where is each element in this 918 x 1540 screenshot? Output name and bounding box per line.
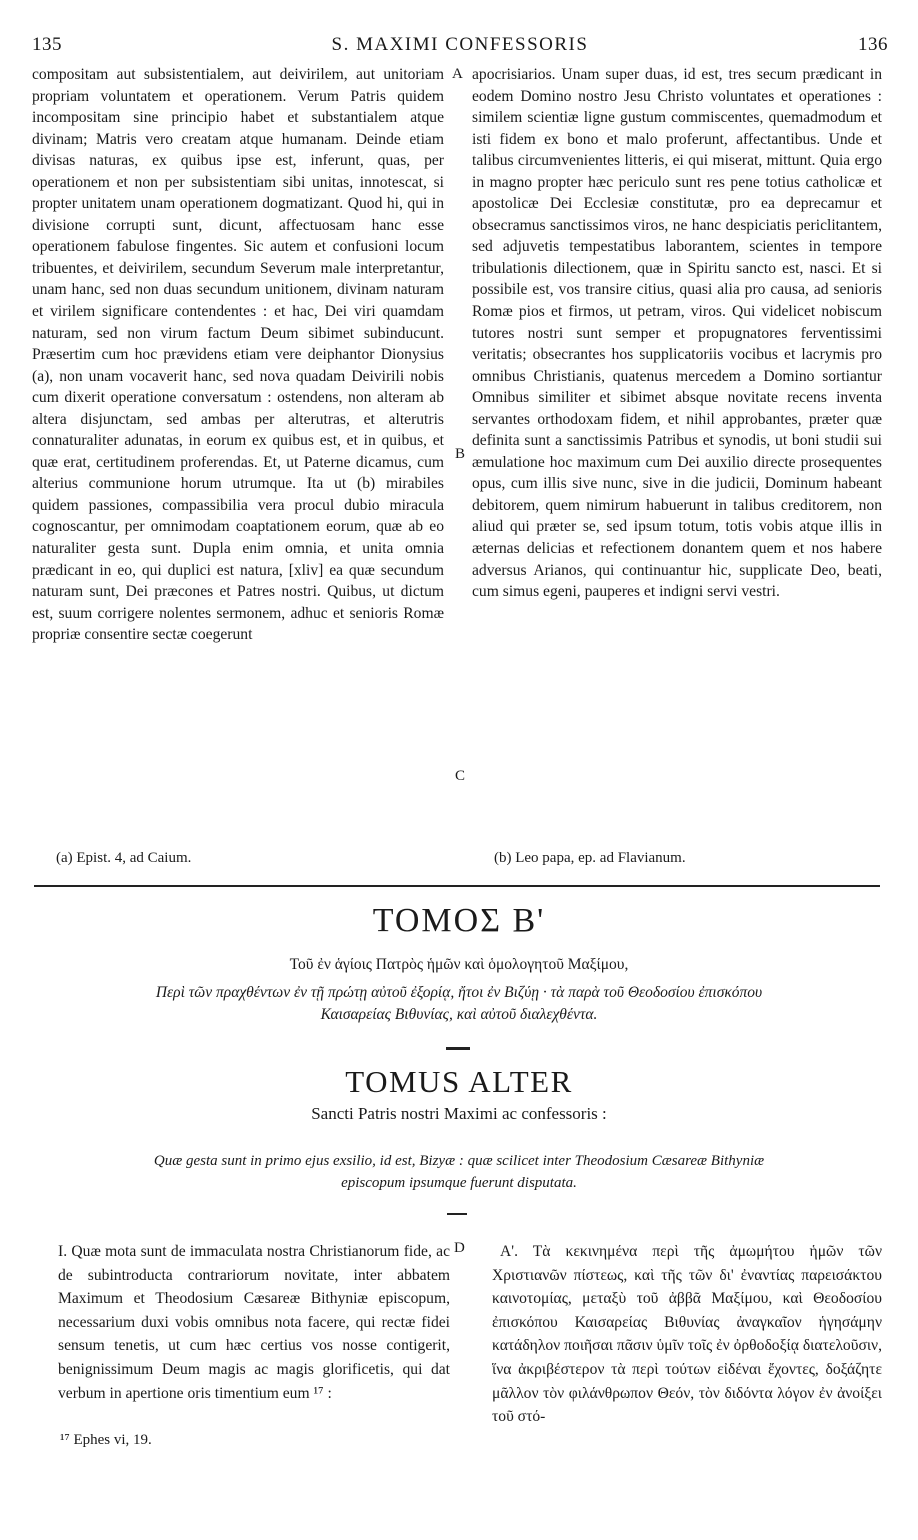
latin-tome-title: TOMUS ALTER	[345, 1064, 573, 1099]
margin-marker-a: A	[452, 66, 463, 82]
title-dash	[447, 1213, 467, 1215]
section-divider	[34, 885, 880, 887]
title-dash	[446, 1047, 470, 1050]
greek-description-line: Περὶ τῶν πραχθέντων ἐν τῇ πρώτῃ αὐτοῦ ἐξορίᾳ, ἤτοι ἐν Βιζύῃ · τὰ παρὰ τοῦ Θεοδοσίου ἐπισκόπου	[155, 984, 763, 1001]
latin-tome-subtitle: Sancti Patris nostri Maximi ac confessoris :	[311, 1104, 607, 1123]
page-number-left: 135	[32, 34, 62, 55]
margin-marker-b: B	[455, 446, 466, 462]
running-title: S. MAXIMI CONFESSORIS	[331, 34, 589, 55]
greek-tome-title: ΤΟΜΟΣ Β'	[372, 902, 546, 939]
page-number-right: 136	[858, 34, 888, 55]
greek-tome-description	[40, 982, 878, 1026]
page-header	[32, 34, 888, 60]
footnote-left: (a) Epist. 4, ad Caium.	[56, 850, 192, 866]
bottom-right-text: Α'. Τὰ κεκινημένα περὶ τῆς ἀμωμήτου ἡμῶν τῶν Χριστιανῶν πίστεως, καὶ τῆς τῶν δι' ἐναντίας παρεισάκτου καινοτομίας, μεταξὺ τοῦ ἀββᾶ Μαξίμου, καὶ Θεοδοσίου ἐπισκόπου Καισαρείας Βιθυνίας ἀναγκαῖον ἡγησάμην κατάδηλον ποιῆσαι πᾶσιν ὑμῖν τοῖς ἐν ὀρθοδοξίᾳ διατελοῦσιν, ἵνα ἀκριβέστερον τὰ περὶ τούτων εἰδέναι ἔχοντες, δοξάζητε μᾶλλον τὸν φιλάνθρωπον Θεόν, τὸν διδόντα λόγον ἐν ἀνοίξει τοῦ στό-	[492, 1243, 882, 1426]
top-right-column	[472, 64, 882, 603]
bottom-left-column	[58, 1240, 450, 1405]
top-right-text: apocrisiarios. Unam super duas, id est, tres secum prædicant in eodem Domino nostro Jesu Christo voluntates et operationes : similem scientiæ ligne gustum commiscentes, quemadmodum et isti fidem ex bono et malo proferunt, affectantibus. Unde et talibus circumvenientes litteris, ei qui miserat, mittunt. Quia ergo in magno propter hæc periculo sunt res pene totius catholicæ et apostolicæ Dei Ecclesiæ constitutæ, pro ea deprecamur et obsecramus sanctissimos viros, ne hanc despiciatis periclitantem, sed adjuvetis tempestatibus laborantem, scientes in tempore tribulationis dilectionem, quæ in Spiritu sancto est, nasci. Et si possibile est, vos transire citius, quasi alia pro causa, ad senioris Romæ pios et firmos, ut petram, viros. Qui videlicet nobiscum tutores nostri sunt semper et propugnatores ferventissimi veritatis; obsecrantes hos supplicatoriis vocibus et lacrymis pro omnibus Christianis, quatenus mercedem a Domino sortiantur Omnibus similiter et sibimet absque novitate recens inventa servantes orthodoxam fidem, et nihil approbantes, præter quæ definita sunt a sanctissimis Patribus et synodis, ut boni studii sui æmulatione hoc maximum cum Dei auxilio directe prosequentes opus, cum illis sive nunc, sive in die judicii, Dominum habeant debitorem, quem nimirum habuerunt in talibus creditorem, non aliud qui præter se, sed ipsum totum, totis vobis atque illis in æternas delicias et refectionem donantem quem et nos habere adversus Arianos, qui continuantur hic, supplicate Deo, beati, cum simus egeni, pauperes et indigni servi vestri.	[472, 66, 882, 601]
bottom-right-column	[492, 1240, 882, 1429]
greek-tome-subtitle: Τοῦ ἐν ἁγίοις Πατρὸς ἡμῶν καὶ ὁμολογητοῦ Μαξίμου,	[289, 956, 629, 973]
greek-description-line: Καισαρείας Βιθυνίας, καὶ αὐτοῦ διαλεχθέντα.	[320, 1006, 598, 1023]
footnote-bottom: ¹⁷ Ephes vi, 19.	[60, 1432, 152, 1448]
bottom-left-text: I. Quæ mota sunt de immaculata nostra Christianorum fide, ac de subintroducta contrariorum novitate, inter abbatem Maximum et Theodosium Cæsareæ Bithyniæ episcopum, necessarium duxi vobis omnibus nota facere, qui rectæ fidei sensum tenetis, ut cum hæc certius vos nosse contigerit, benignissimum Deum magis ac magis glorificetis, qui dat verbum in apertione oris timentium eum ¹⁷ :	[58, 1243, 450, 1402]
footnote-right: (b) Leo papa, ep. ad Flavianum.	[494, 850, 686, 866]
latin-description-line: episcopum ipsumque fuerunt disputata.	[341, 1175, 577, 1191]
latin-description-line: Quæ gesta sunt in primo ejus exsilio, id est, Bizyæ : quæ scilicet inter Theodosium Cæsareæ Bithyniæ	[153, 1153, 765, 1169]
top-left-column	[32, 64, 444, 646]
top-left-text: compositam aut subsistentialem, aut deivirilem, aut unitoriam propriam voluntatem et operationem. Verum Patris quidem incompositam sine principio habet et substantialem atque divinam; Matris vero creatam atque humanam. Deinde etiam divisas naturas, ex quibus ipse est, inferunt, quas, per operationem et non per subsistentiam sibi unitas, innotescat, si propter unitatem unam operationem dogmatizant. Quod hi, qui in divisione corrupti sunt, dicunt, affectuosam hanc esse operationem fabulose fingentes. Sic autem et confusioni locum tribuentes, et deivirilem, secundum Severum male interpretantur, unam hanc, sed non duas secundum unitionem, divinam naturam et virilem significare contendentes : et hac, Dei viri quamdam naturam, sed non virum factum Deum sibimet subinducunt. Præsertim cum hoc prævidens etiam vere deiphantor Dionysius (a), non unam vocaverit hanc, sed nova quadam Deivirili nobis cum dixerit operatione conversatum : ostendens, non alteram ab altera disjunctam, sed ambas per alterutras, et alterutris connaturaliter adunatas, in eorum ex quibus est, et in quibus, et quæ erat, certitudinem proferendas. Et, ut Paterne dicamus, cum alterius communione horum utrumque. Ita ut (b) mirabiles quidem passiones, compassibilia vera procul dubio miracula cognoscantur, per omnimodam coaptationem eorum, quæ ab eo naturaliter gesta sunt. Dupla enim omnia, et unita omnia prædicant in eo, qui duplici est natura, [xliv] ea quæ secundum naturam sunt, Dei præcones et Patres nostri. Quibus, ut dictum est, suum corrigere nolentes sermonem, adhuc et senioris Romæ propriæ consentire sectæ coegerunt	[32, 66, 444, 644]
margin-marker-d: D	[454, 1240, 465, 1256]
margin-marker-c: C	[455, 768, 466, 784]
latin-tome-description	[40, 1150, 878, 1194]
